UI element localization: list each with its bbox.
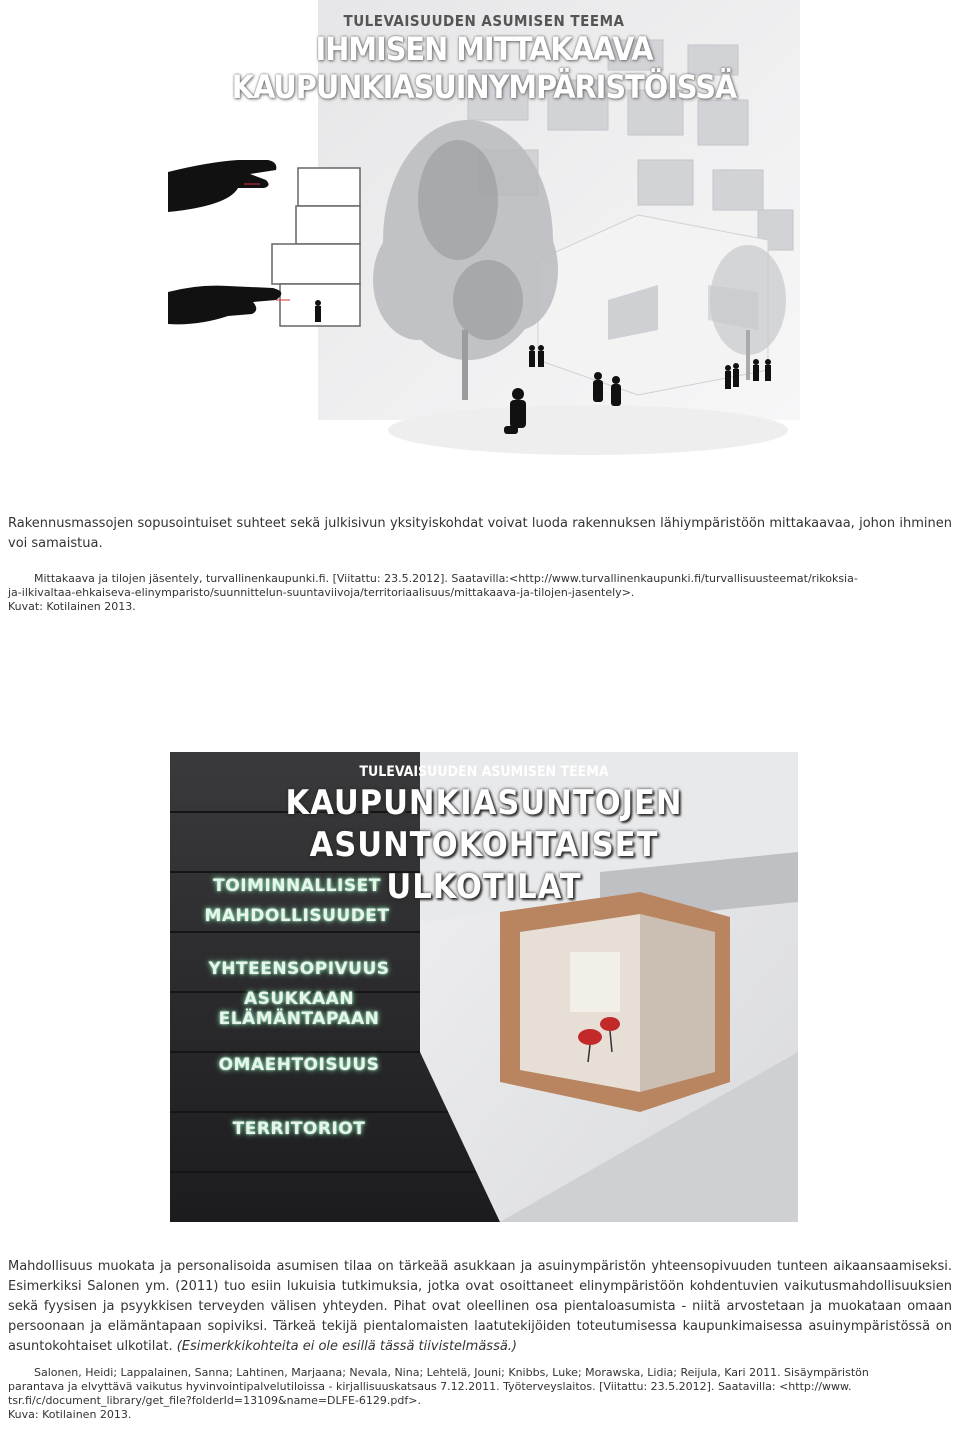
figure1-subtitle: TULEVAISUUDEN ASUMISEN TEEMA	[343, 12, 625, 30]
theme-item: OMAEHTOISUUS	[218, 1055, 380, 1075]
figure2-title-line2: ULKOTILAT	[386, 867, 582, 907]
figure-outdoor-spaces	[170, 752, 798, 1222]
theme-item: MAHDOLLISUUDET	[204, 906, 390, 926]
reference1-line3: Kuvat: Kotilainen 2013.	[8, 600, 136, 613]
theme-item: ASUKKAAN ELÄMÄNTAPAAN	[218, 989, 380, 1029]
reference2-line4: Kuva: Kotilainen 2013.	[8, 1408, 132, 1421]
reference2-line3: tsr.fi/c/document_library/get_file?folderId=13109&name=DLFE-6129.pdf>.	[8, 1394, 421, 1407]
theme-item: YHTEENSOPIVUUS	[208, 959, 390, 979]
figure1-caption: Rakennusmassojen sopusointuiset suhteet sekä julkisivun yksityiskohdat voivat luoda rakennuksen lähiympäristöön mittakaavaa, johon ihminen voi samaistua.	[8, 516, 952, 551]
figure2-reference	[8, 1366, 952, 1422]
reference2-line2: parantava ja elvyttävä vaikutus hyvinvointipalvelutiloissa - kirjallisuuskatsaus 7.12.2011. Työterveyslaitos. [Viitattu: 23.5.2012]. Saatavilla: <http://www.	[8, 1380, 852, 1393]
figure1-title: IHMISEN MITTAKAAVA KAUPUNKIASUINYMPÄRISTÖISSÄ	[231, 30, 737, 106]
figure2-subtitle: TULEVAISUUDEN ASUMISEN TEEMA	[359, 764, 609, 780]
figure2-title-line1: KAUPUNKIASUNTOJEN ASUNTOKOHTAISET	[285, 783, 683, 865]
figure-human-scale	[168, 0, 800, 470]
body-paragraph-italic: (Esimerkkikohteita ei ole esillä tässä tiivistelmässä.)	[176, 1339, 518, 1354]
theme-item: TERRITORIOT	[232, 1119, 366, 1139]
theme-item: TOIMINNALLISET	[213, 876, 381, 896]
figure1-reference	[8, 572, 952, 614]
body-paragraph-text: Mahdollisuus muokata ja personalisoida asumisen tilaa on tärkeää asukkaan ja asuinympäristön yhteensopivuuden tunteen aikaansaamiseksi. Esimerkiksi Salonen ym. (2011) tuo esiin lukuisia tutkimuksia, jotka ovat osoittaneet elinympäristöön kohdentuvien vaikutusmahdollisuuksien sekä fyysisen ja psyykkisen terveyden välisen yhteyden. Pihat ovat oleellinen osa pientaloasumista - niitä arvostetaan ja muokataan omaan persoonaan ja elämäntapaan sopiviksi. Tärkeä tekijä pientalomaisten laatutekijöiden toteutumisessa kaupunkimaisessa asuinympäristössä on asuntokohtaiset ulkotilat.	[8, 1259, 952, 1354]
reference1-line1: Mittakaava ja tilojen jäsentely, turvallinenkaupunki.fi. [Viitattu: 23.5.2012]. Saatavilla:<http://www.turvallinenkaupunki.fi/turvallisuusteemat/rikoksia-	[34, 572, 858, 585]
reference2-line1: Salonen, Heidi; Lappalainen, Sanna; Lahtinen, Marjaana; Nevala, Nina; Lehtelä, Jouni; Knibbs, Luke; Morawska, Lidia; Reijula, Kari 2011. Sisäympäristön	[34, 1366, 869, 1379]
reference1-line2: ja-ilkivaltaa-ehkaiseva-elinymparisto/suunnittelun-suuntaviivoja/territoriaalisuus/mittakaava-ja-tilojen-jasentely>.	[8, 586, 635, 599]
body-paragraph	[8, 1257, 952, 1357]
